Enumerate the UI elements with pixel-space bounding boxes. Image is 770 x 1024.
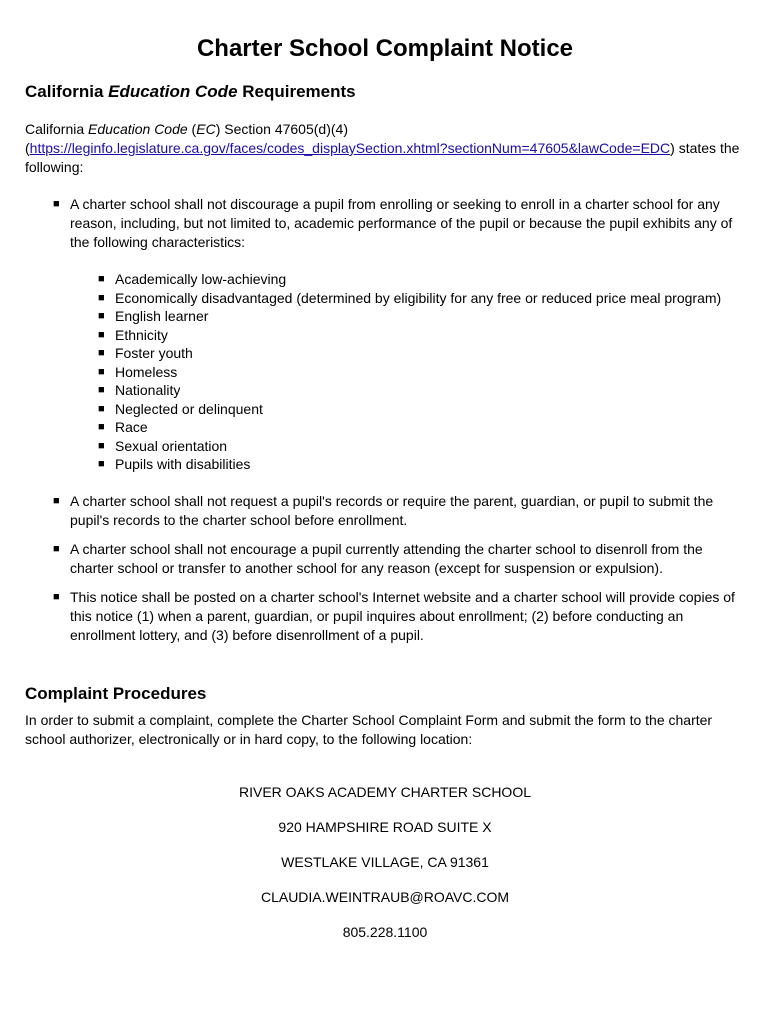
square-bullet-icon: ■ — [98, 310, 105, 322]
heading-text: Requirements — [237, 82, 356, 101]
list-item — [53, 492, 745, 530]
list-item — [98, 400, 745, 419]
intro-text: California — [25, 121, 89, 137]
procedures-paragraph: In order to submit a complaint, complete the Charter School Complaint Form and submit the form to the charter school authorizer, electronically or in hard copy, to the following location: — [25, 711, 713, 747]
list-item — [98, 437, 745, 456]
square-bullet-icon: ■ — [98, 458, 105, 470]
list-item-text: A charter school shall not encourage a pupil currently attending the charter school to disenroll from the charter school or transfer to another school for any reason (except for suspension or expulsion). — [70, 540, 703, 576]
list-item-text: Academically low-achieving — [115, 271, 287, 287]
square-bullet-icon: ■ — [53, 542, 60, 555]
list-item — [98, 455, 745, 474]
list-item-text: A charter school shall not discourage a pupil from enrolling or seeking to enroll in a charter school for any reason, including, but not limited to, academic performance of the pupil or because the pupil exhibits any of the following characteristics: — [70, 196, 733, 250]
list-item-text: Neglected or delinquent — [115, 400, 263, 417]
list-item-text: English learner — [115, 308, 209, 324]
characteristics-list — [70, 270, 745, 474]
list-item-text: Sexual orientation — [115, 437, 228, 454]
intro-paragraph — [25, 120, 745, 177]
list-item — [98, 381, 745, 400]
square-bullet-icon: ■ — [98, 347, 105, 359]
list-item — [98, 363, 745, 382]
list-item — [98, 418, 745, 437]
square-bullet-icon: ■ — [98, 402, 105, 415]
contact-phone: 805.228.1100 — [342, 923, 428, 940]
square-bullet-icon: ■ — [53, 494, 60, 507]
list-item — [98, 344, 745, 363]
list-item — [53, 588, 745, 645]
list-item-text: Economically disadvantaged (determined by eligibility for any free or reduced price meal program) — [115, 289, 722, 306]
contact-email: CLAUDIA.WEINTRAUB@ROAVC.COM — [260, 888, 510, 905]
square-bullet-icon: ■ — [53, 198, 60, 210]
square-bullet-icon: ■ — [98, 384, 105, 396]
square-bullet-icon: ■ — [98, 328, 105, 341]
list-item — [53, 540, 745, 578]
square-bullet-icon: ■ — [98, 365, 105, 378]
square-bullet-icon: ■ — [98, 273, 105, 285]
list-item-text: Pupils with disabilities — [115, 456, 251, 472]
list-item — [53, 195, 745, 474]
list-item-text: Ethnicity — [115, 326, 168, 343]
intro-emphasis: Education Code — [88, 121, 188, 137]
list-item-text: This notice shall be posted on a charter school's Internet website and a charter school will provide copies of this notice (1) when a parent, guardian, or pupil inquires about enrollment; (2) before conducting an enrollment lottery, and (3) before disenrollment of a pupil. — [70, 588, 735, 643]
list-item — [98, 326, 745, 345]
square-bullet-icon: ■ — [98, 291, 105, 304]
square-bullet-icon: ■ — [53, 590, 60, 603]
school-name: RIVER OAKS ACADEMY CHARTER SCHOOL — [239, 783, 531, 800]
intro-emphasis: EC — [196, 121, 216, 137]
list-item-text: Nationality — [115, 382, 181, 398]
list-item-text: Foster youth — [115, 345, 193, 361]
authorizer-address-block — [25, 783, 745, 942]
list-item — [98, 307, 745, 326]
intro-text: ( — [187, 121, 197, 137]
city-state-zip: WESTLAKE VILLAGE, CA 91361 — [281, 853, 489, 870]
square-bullet-icon: ■ — [98, 439, 105, 452]
legislation-link[interactable]: https://leginfo.legislature.ca.gov/faces/codes_displaySection.xhtml?sectionNum=47605&lawCode=EDC — [29, 140, 671, 156]
street-address: 920 HAMPSHIRE ROAD SUITE X — [278, 818, 492, 835]
list-item — [98, 289, 745, 308]
square-bullet-icon: ■ — [98, 421, 105, 433]
intro-text: ) Section 47605(d)(4) ( — [25, 121, 348, 156]
list-item-text: A charter school shall not request a pupil's records or require the parent, guardian, or pupil to submit the pupil's records to the charter school before enrollment. — [70, 492, 714, 528]
heading-text: California — [25, 82, 109, 101]
list-item — [98, 270, 745, 289]
page-title: Charter School Complaint Notice — [196, 35, 574, 62]
intro-text: ) states the following: — [25, 140, 740, 175]
section-heading-requirements — [25, 81, 745, 103]
section-heading-complaint-procedures: Complaint Procedures — [25, 683, 207, 703]
requirements-list — [25, 195, 745, 645]
list-item-text: Race — [115, 419, 148, 435]
heading-emphasis: Education Code — [108, 82, 238, 101]
list-item-text: Homeless — [115, 363, 178, 380]
